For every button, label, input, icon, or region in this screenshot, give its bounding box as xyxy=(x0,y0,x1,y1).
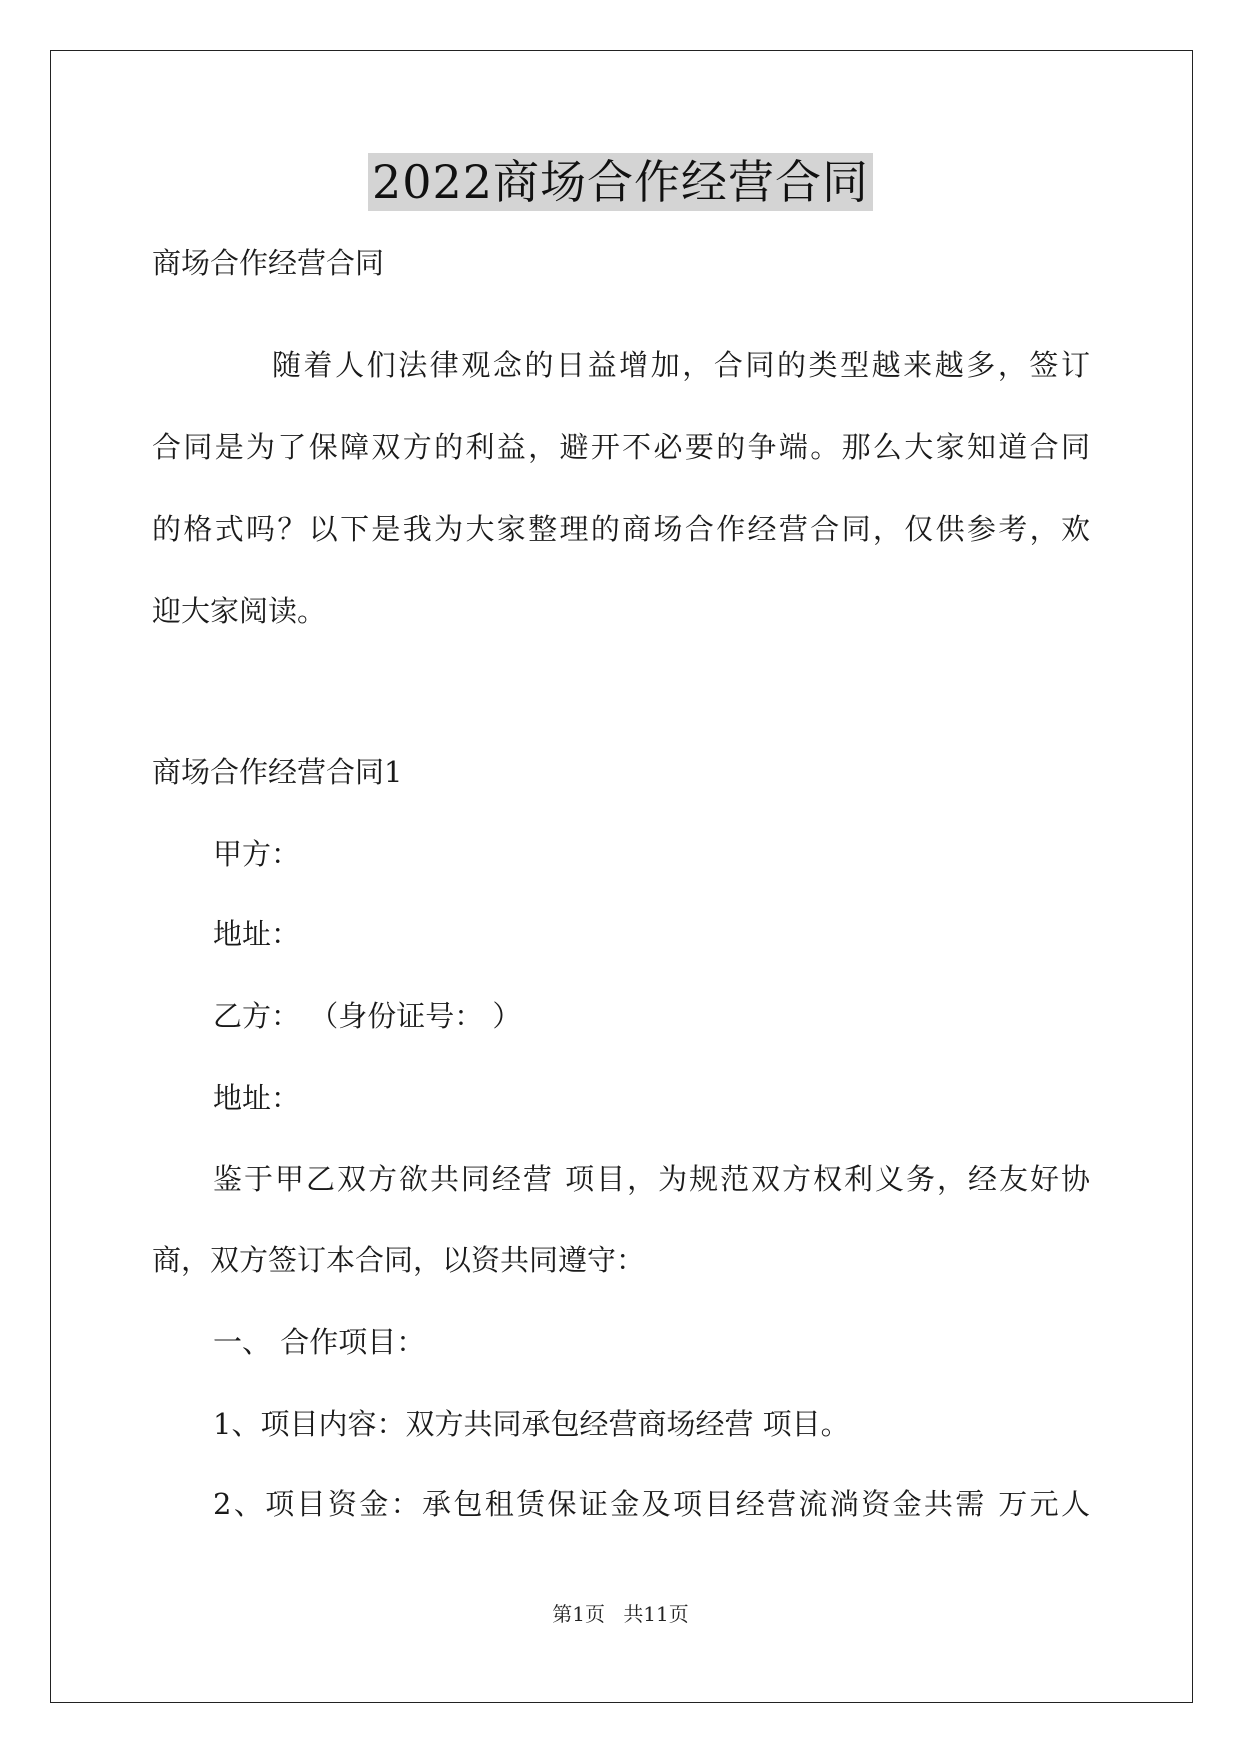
party-a-label: 甲方： xyxy=(213,837,301,871)
section-heading: 商场合作经营合同1 xyxy=(152,755,403,789)
clause-1-item-1: 1、项目内容：双方共同承包经营商场经营 项目。 xyxy=(213,1407,850,1441)
page-total: 共11页 xyxy=(623,1602,689,1626)
title-wrap xyxy=(0,153,1241,211)
clause-1-item-2: 2、项目资金：承包租赁保证金及项目经营流淌资金共需 万元人 xyxy=(213,1487,1090,1521)
clause-1-heading: 一、 合作项目： xyxy=(213,1325,426,1359)
intro-line-4: 迎大家阅读。 xyxy=(152,594,327,628)
page-footer xyxy=(0,1600,1241,1628)
document-subtitle: 商场合作经营合同 xyxy=(152,246,385,280)
party-b-address-label: 地址： xyxy=(213,1081,301,1115)
intro-line-1: 随着人们法律观念的日益增加，合同的类型越来越多，签订 xyxy=(272,348,1090,382)
party-a-address-label: 地址： xyxy=(213,917,301,951)
intro-line-3: 的格式吗？以下是我为大家整理的商场合作经营合同，仅供参考，欢 xyxy=(152,512,1090,546)
preamble-line-1: 鉴于甲乙双方欲共同经营 项目，为规范双方权利义务，经友好协 xyxy=(213,1162,1090,1196)
intro-line-2: 合同是为了保障双方的利益，避开不必要的争端。那么大家知道合同 xyxy=(152,430,1090,464)
document-title: 2022商场合作经营合同 xyxy=(368,153,873,211)
page-border xyxy=(50,50,1193,1703)
page-number: 第1页 xyxy=(552,1602,605,1626)
preamble-line-2: 商，双方签订本合同，以资共同遵守： xyxy=(152,1243,646,1277)
party-b-label: 乙方： （身份证号： ） xyxy=(213,999,522,1033)
